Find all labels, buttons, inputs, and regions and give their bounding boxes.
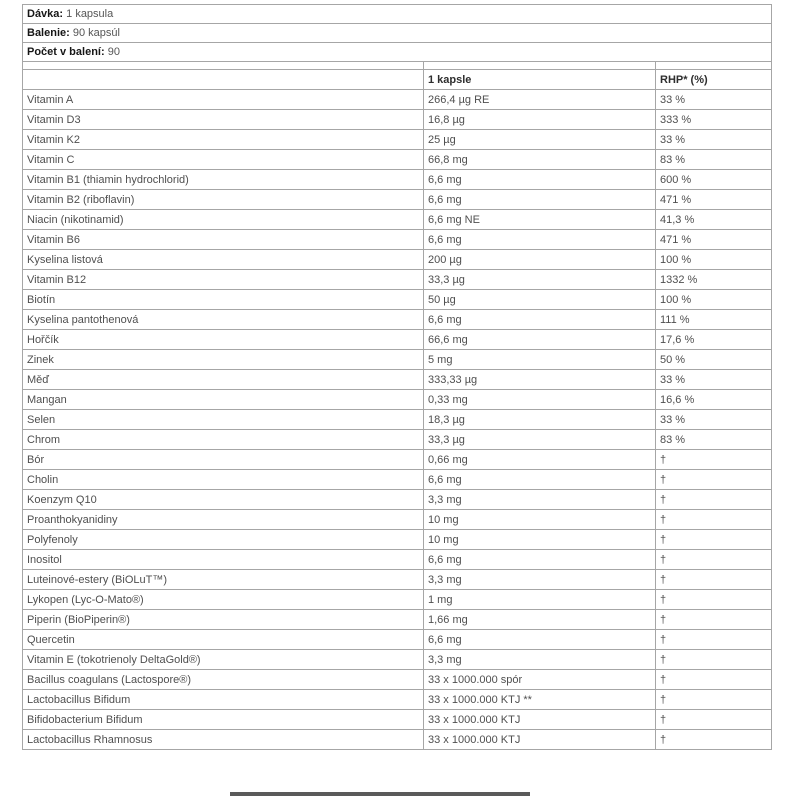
table-row <box>23 450 772 470</box>
ingredient-name: Proanthokyanidiny <box>23 510 424 530</box>
ingredient-amount: 6,6 mg <box>424 550 656 570</box>
ingredient-amount: 0,66 mg <box>424 450 656 470</box>
table-row <box>23 670 772 690</box>
ingredient-name: Bacillus coagulans (Lactospore®) <box>23 670 424 690</box>
ingredient-rhp: 41,3 % <box>656 210 772 230</box>
ingredient-amount: 6,6 mg <box>424 190 656 210</box>
ingredient-name: Hořčík <box>23 330 424 350</box>
info-cell <box>23 24 772 43</box>
ingredient-name: Polyfenoly <box>23 530 424 550</box>
ingredient-name: Vitamin K2 <box>23 130 424 150</box>
info-label: Dávka: <box>27 8 64 20</box>
ingredient-amount: 266,4 µg RE <box>424 90 656 110</box>
ingredient-amount: 3,3 mg <box>424 650 656 670</box>
ingredient-name: Lactobacillus Bifidum <box>23 690 424 710</box>
ingredient-amount: 66,8 mg <box>424 150 656 170</box>
table-row <box>23 530 772 550</box>
ingredient-rhp: † <box>656 570 772 590</box>
ingredient-rhp: † <box>656 610 772 630</box>
ingredient-rhp: † <box>656 550 772 570</box>
ingredient-name: Vitamin B2 (riboflavin) <box>23 190 424 210</box>
ingredient-rhp: 100 % <box>656 290 772 310</box>
column-header: 1 kapsle <box>424 70 656 90</box>
ingredient-rhp: 471 % <box>656 230 772 250</box>
table-row <box>23 430 772 450</box>
table-row <box>23 130 772 150</box>
spacer-cell <box>656 62 772 70</box>
ingredient-name: Vitamin E (tokotrienoly DeltaGold®) <box>23 650 424 670</box>
ingredient-rhp: † <box>656 630 772 650</box>
ingredient-name: Cholin <box>23 470 424 490</box>
table-bottom-edge <box>230 792 530 796</box>
table-row <box>23 690 772 710</box>
ingredient-name: Selen <box>23 410 424 430</box>
ingredient-rhp: † <box>656 470 772 490</box>
ingredient-amount: 6,6 mg NE <box>424 210 656 230</box>
table-row <box>23 470 772 490</box>
table-row <box>23 390 772 410</box>
ingredient-name: Bór <box>23 450 424 470</box>
info-row <box>23 43 772 62</box>
ingredient-rhp: 16,6 % <box>656 390 772 410</box>
ingredient-name: Vitamin B1 (thiamin hydrochlorid) <box>23 170 424 190</box>
ingredient-rhp: 83 % <box>656 430 772 450</box>
ingredient-name: Vitamin B6 <box>23 230 424 250</box>
ingredient-amount: 6,6 mg <box>424 470 656 490</box>
ingredient-name: Inositol <box>23 550 424 570</box>
ingredient-rhp: † <box>656 590 772 610</box>
ingredient-rhp: 333 % <box>656 110 772 130</box>
ingredient-name: Quercetin <box>23 630 424 650</box>
table-body <box>23 5 772 750</box>
ingredient-amount: 50 µg <box>424 290 656 310</box>
ingredient-name: Lykopen (Lyc-O-Mato®) <box>23 590 424 610</box>
table-row <box>23 410 772 430</box>
spacer-cell <box>424 62 656 70</box>
ingredient-amount: 25 µg <box>424 130 656 150</box>
ingredient-rhp: 83 % <box>656 150 772 170</box>
ingredient-amount: 333,33 µg <box>424 370 656 390</box>
table-row <box>23 550 772 570</box>
table-row <box>23 310 772 330</box>
ingredient-amount: 33 x 1000.000 KTJ <box>424 710 656 730</box>
table-row <box>23 270 772 290</box>
ingredient-rhp: † <box>656 670 772 690</box>
info-cell <box>23 43 772 62</box>
ingredient-amount: 33 x 1000.000 KTJ ** <box>424 690 656 710</box>
ingredient-rhp: † <box>656 690 772 710</box>
table-row <box>23 330 772 350</box>
ingredient-rhp: † <box>656 730 772 750</box>
table-row <box>23 290 772 310</box>
header-row <box>23 70 772 90</box>
ingredient-rhp: † <box>656 490 772 510</box>
info-value: 1 kapsula <box>66 8 114 20</box>
table-row <box>23 170 772 190</box>
ingredient-rhp: 17,6 % <box>656 330 772 350</box>
ingredient-name: Vitamin D3 <box>23 110 424 130</box>
ingredient-name: Vitamin B12 <box>23 270 424 290</box>
ingredient-name: Luteinové-estery (BiOLuT™) <box>23 570 424 590</box>
ingredient-rhp: 471 % <box>656 190 772 210</box>
ingredient-amount: 6,6 mg <box>424 230 656 250</box>
ingredient-name: Kyselina pantothenová <box>23 310 424 330</box>
ingredient-rhp: 1332 % <box>656 270 772 290</box>
ingredient-amount: 16,8 µg <box>424 110 656 130</box>
table-row <box>23 350 772 370</box>
ingredient-amount: 33 x 1000.000 spór <box>424 670 656 690</box>
info-value: 90 <box>107 46 120 58</box>
ingredient-amount: 1 mg <box>424 590 656 610</box>
table-row <box>23 710 772 730</box>
ingredient-name: Chrom <box>23 430 424 450</box>
ingredient-amount: 18,3 µg <box>424 410 656 430</box>
table-row <box>23 570 772 590</box>
table-row <box>23 250 772 270</box>
ingredient-name: Biotín <box>23 290 424 310</box>
ingredient-name: Bifidobacterium Bifidum <box>23 710 424 730</box>
ingredient-amount: 33,3 µg <box>424 430 656 450</box>
ingredient-amount: 33 x 1000.000 KTJ <box>424 730 656 750</box>
table-row <box>23 730 772 750</box>
table-row <box>23 630 772 650</box>
ingredient-amount: 10 mg <box>424 510 656 530</box>
table-row <box>23 610 772 630</box>
column-header <box>23 70 424 90</box>
ingredient-amount: 33,3 µg <box>424 270 656 290</box>
info-value: 90 kapsúl <box>72 27 120 39</box>
ingredient-name: Kyselina listová <box>23 250 424 270</box>
ingredient-rhp: 600 % <box>656 170 772 190</box>
ingredient-rhp: 33 % <box>656 130 772 150</box>
table-row <box>23 230 772 250</box>
column-header: RHP* (%) <box>656 70 772 90</box>
ingredient-name: Měď <box>23 370 424 390</box>
info-label: Počet v balení: <box>27 46 105 58</box>
table-row <box>23 590 772 610</box>
ingredient-rhp: † <box>656 450 772 470</box>
ingredient-name: Koenzym Q10 <box>23 490 424 510</box>
ingredient-amount: 10 mg <box>424 530 656 550</box>
ingredient-amount: 6,6 mg <box>424 310 656 330</box>
ingredient-amount: 200 µg <box>424 250 656 270</box>
table-row <box>23 370 772 390</box>
ingredient-name: Zinek <box>23 350 424 370</box>
ingredient-amount: 5 mg <box>424 350 656 370</box>
ingredient-name: Lactobacillus Rhamnosus <box>23 730 424 750</box>
ingredient-rhp: 33 % <box>656 90 772 110</box>
info-label: Balenie: <box>27 27 70 39</box>
ingredient-rhp: 33 % <box>656 370 772 390</box>
ingredient-rhp: † <box>656 510 772 530</box>
ingredient-amount: 3,3 mg <box>424 490 656 510</box>
ingredient-name: Niacin (nikotinamid) <box>23 210 424 230</box>
spacer-cell <box>23 62 424 70</box>
ingredient-rhp: 33 % <box>656 410 772 430</box>
ingredient-name: Vitamin C <box>23 150 424 170</box>
ingredient-rhp: 111 % <box>656 310 772 330</box>
ingredient-amount: 0,33 mg <box>424 390 656 410</box>
table-row <box>23 490 772 510</box>
ingredient-rhp: 50 % <box>656 350 772 370</box>
table-row <box>23 150 772 170</box>
ingredient-name: Vitamin A <box>23 90 424 110</box>
ingredient-rhp: † <box>656 650 772 670</box>
ingredient-amount: 6,6 mg <box>424 170 656 190</box>
ingredient-amount: 66,6 mg <box>424 330 656 350</box>
ingredient-rhp: 100 % <box>656 250 772 270</box>
ingredient-amount: 1,66 mg <box>424 610 656 630</box>
spacer-row <box>23 62 772 70</box>
ingredient-amount: 6,6 mg <box>424 630 656 650</box>
info-cell <box>23 5 772 24</box>
table-row <box>23 190 772 210</box>
info-row <box>23 24 772 43</box>
ingredient-rhp: † <box>656 710 772 730</box>
table-row <box>23 510 772 530</box>
ingredient-name: Piperin (BioPiperin®) <box>23 610 424 630</box>
table-row <box>23 110 772 130</box>
ingredient-amount: 3,3 mg <box>424 570 656 590</box>
supplement-facts-table <box>22 4 772 750</box>
ingredient-name: Mangan <box>23 390 424 410</box>
table-row <box>23 650 772 670</box>
table-row <box>23 210 772 230</box>
table-row <box>23 90 772 110</box>
info-row <box>23 5 772 24</box>
ingredient-rhp: † <box>656 530 772 550</box>
